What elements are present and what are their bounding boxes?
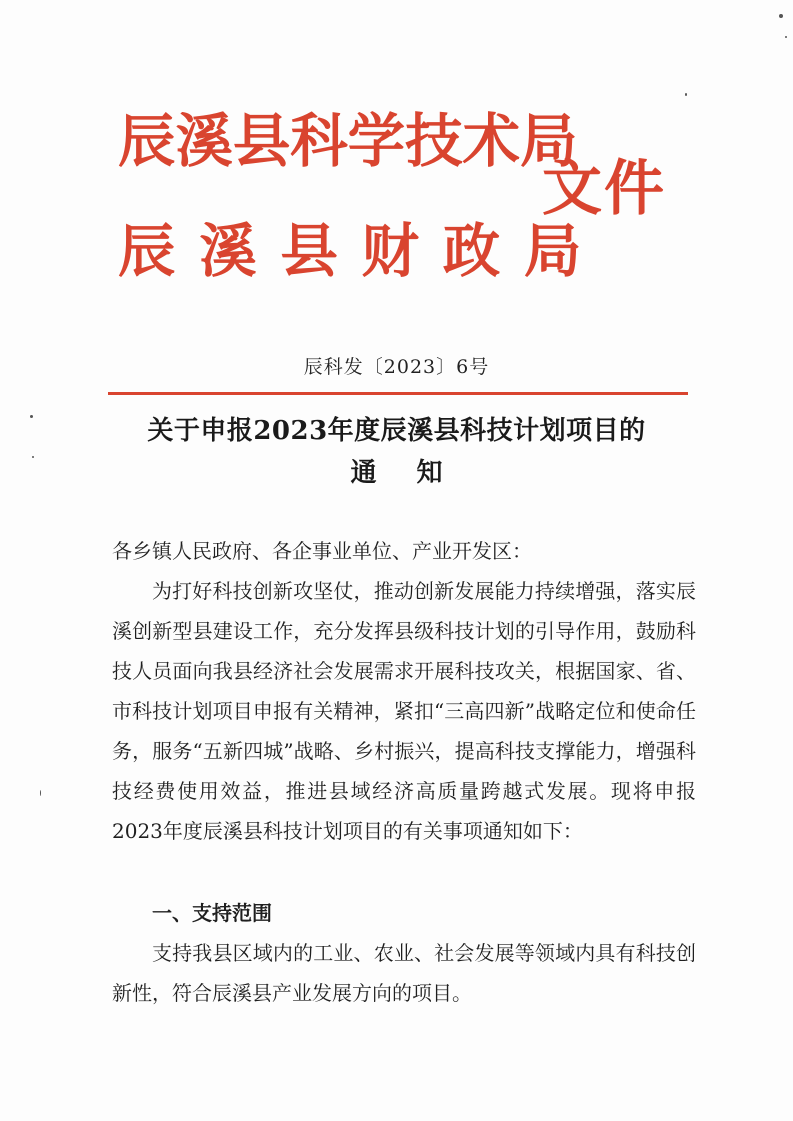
red-divider-line [108, 392, 688, 395]
body-paragraph-2: 支持我县区域内的工业、农业、社会发展等领域内具有科技创新性，符合辰溪县产业发展方向的项目。 [112, 941, 696, 1005]
scan-speck [40, 790, 41, 796]
body-paragraph-1: 为打好科技创新攻坚仗，推动创新发展能力持续增强，落实辰溪创新型县建设工作，充分发挥县级科技计划的引导作用，鼓励科技人员面向我县经济社会发展需求开展科技攻关，根据国家、省、市科技计划项目申报有关精神，紧扣“三高四新”战略定位和使命任务，服务“五新四城”战略、乡村振兴，提高科技支撑能力，增强科技经费使用效益，推进县域经济高质量跨越式发展。现将申报2023年度辰溪县科技计划项目的有关事项通知如下： [112, 579, 696, 843]
document-title-line-2: 通知 [350, 458, 483, 488]
scan-speck [32, 456, 34, 458]
scan-speck [779, 14, 783, 18]
document-label-wenjian: 文件 [542, 154, 666, 224]
agency-name-science-bureau: 辰溪县科学技术局 [118, 107, 578, 175]
scan-speck [685, 93, 687, 96]
agency-name-finance-bureau: 辰溪县财政局 [118, 217, 606, 285]
salutation: 各乡镇人民政府、各企事业单位、产业开发区： [112, 539, 532, 563]
scan-speck [785, 36, 787, 38]
section-heading-1: 一、支持范围 [152, 901, 272, 925]
scan-speck [30, 415, 33, 418]
document-number: 辰科发〔2023〕6号 [303, 356, 490, 378]
document-title-line-1: 关于申报2023年度辰溪县科技计划项目的 [147, 416, 646, 446]
